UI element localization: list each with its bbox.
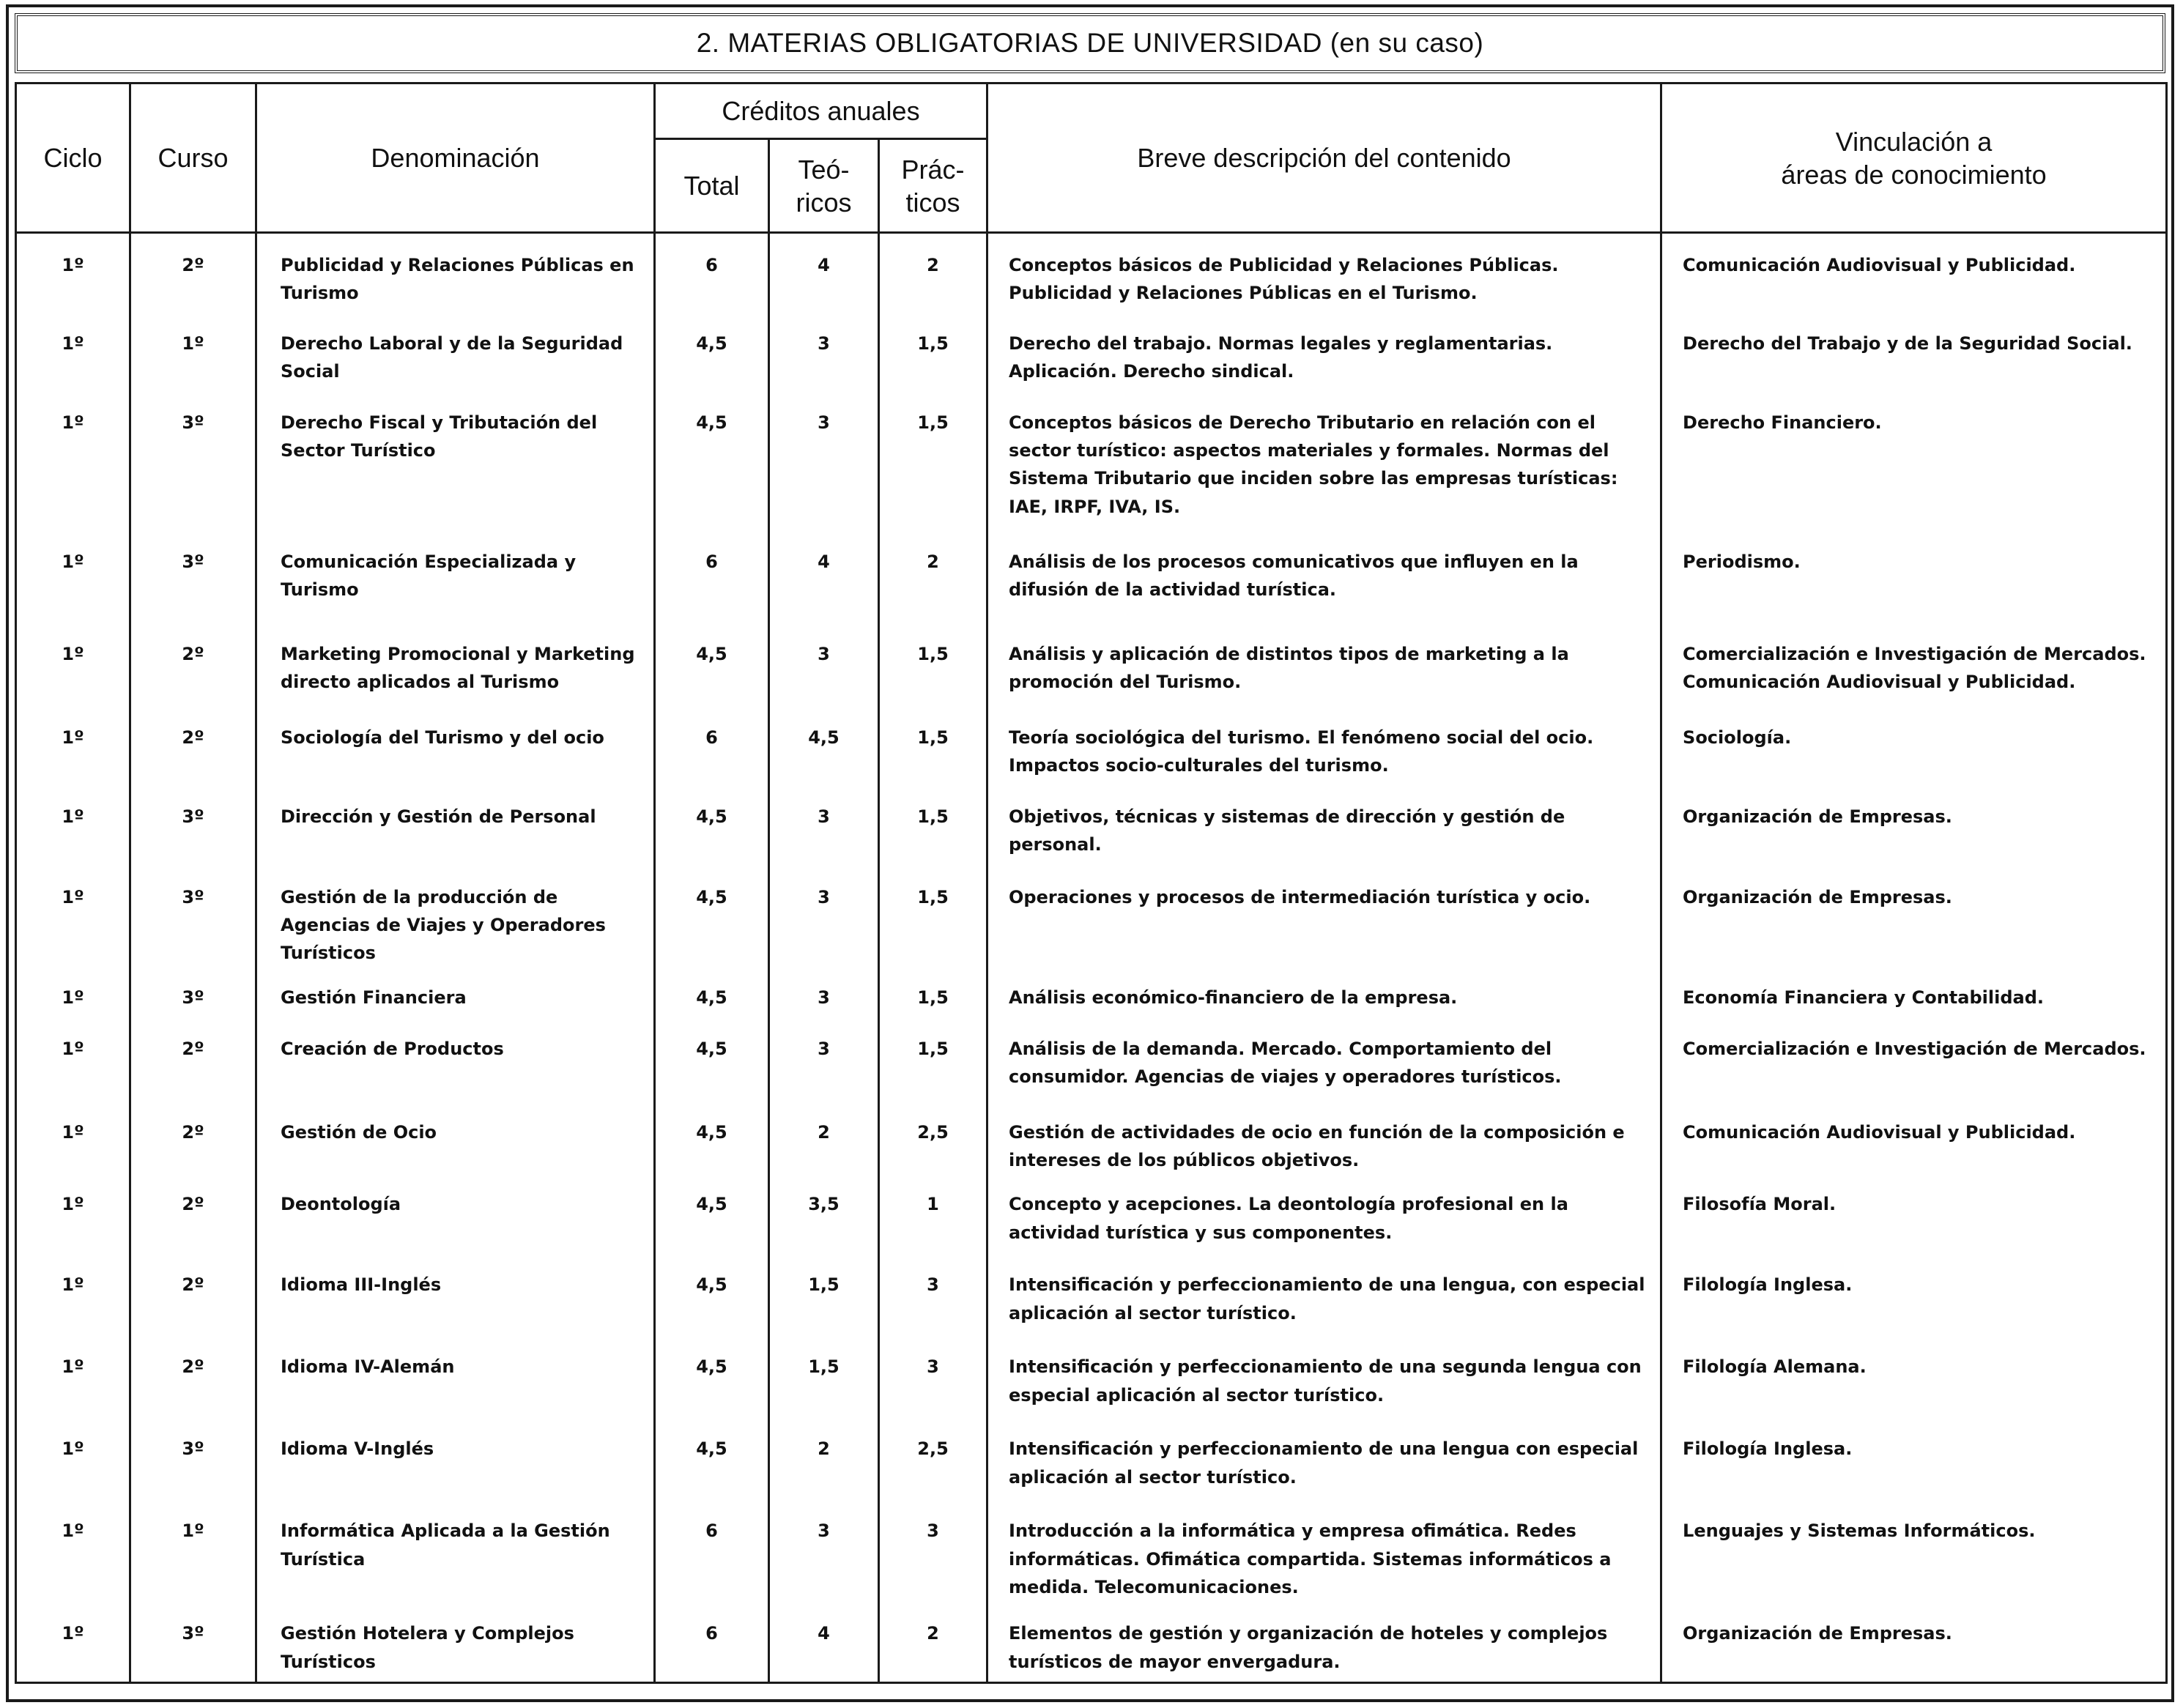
cell-total: 6	[655, 538, 769, 630]
cell-ciclo: 1º	[16, 1108, 130, 1181]
cell-ciclo: 1º	[16, 319, 130, 398]
cell-curso: 3º	[130, 538, 256, 630]
cell-descripcion: Conceptos básicos de Publicidad y Relaciones Públicas. Publicidad y Relaciones Públicas en el Turismo.	[987, 233, 1661, 319]
cell-curso: 3º	[130, 398, 256, 538]
cell-ciclo: 1º	[16, 1609, 130, 1682]
cell-denominacion: Comunicación Especializada y Turismo	[256, 538, 655, 630]
cell-practicos: 1	[879, 1180, 987, 1260]
cell-descripcion: Gestión de actividades de ocio en función de la composición e intereses de los públicos objetivos.	[987, 1108, 1661, 1181]
cell-total: 4,5	[655, 1180, 769, 1260]
cell-practicos: 2,5	[879, 1425, 987, 1507]
cell-curso: 2º	[130, 1180, 256, 1260]
cell-curso: 2º	[130, 1260, 256, 1343]
cell-practicos: 1,5	[879, 398, 987, 538]
cell-vinculacion: Organización de Empresas.	[1661, 1609, 2167, 1682]
cell-denominacion: Gestión de Ocio	[256, 1108, 655, 1181]
cell-denominacion: Idioma IV-Alemán	[256, 1343, 655, 1425]
cell-curso: 3º	[130, 792, 256, 873]
cell-ciclo: 1º	[16, 1260, 130, 1343]
cell-total: 6	[655, 713, 769, 792]
cell-denominacion: Publicidad y Relaciones Públicas en Turismo	[256, 233, 655, 319]
cell-teoricos: 3	[769, 973, 879, 1025]
cell-curso: 3º	[130, 1425, 256, 1507]
cell-vinculacion: Filología Inglesa.	[1661, 1425, 2167, 1507]
cell-descripcion: Análisis de los procesos comunicativos que influyen en la difusión de la actividad turística.	[987, 538, 1661, 630]
cell-ciclo: 1º	[16, 1180, 130, 1260]
cell-practicos: 1,5	[879, 873, 987, 973]
table-row	[16, 713, 2167, 792]
cell-practicos: 2,5	[879, 1108, 987, 1181]
cell-curso: 2º	[130, 1343, 256, 1425]
table-row	[16, 1343, 2167, 1425]
cell-practicos: 1,5	[879, 1025, 987, 1108]
cell-ciclo: 1º	[16, 538, 130, 630]
cell-total: 4,5	[655, 398, 769, 538]
cell-curso: 2º	[130, 630, 256, 713]
header-practicos: Prác- ticos	[879, 139, 987, 233]
cell-descripcion: Introducción a la informática y empresa ofimática. Redes informáticas. Ofimática compartida. Sistemas informáticos a medida. Telecomunicaciones.	[987, 1507, 1661, 1609]
cell-descripcion: Intensificación y perfeccionamiento de una lengua con especial aplicación al sector turístico.	[987, 1425, 1661, 1507]
cell-denominacion: Derecho Fiscal y Tributación del Sector Turístico	[256, 398, 655, 538]
cell-teoricos: 1,5	[769, 1343, 879, 1425]
header-curso: Curso	[130, 83, 256, 233]
cell-denominacion: Marketing Promocional y Marketing directo aplicados al Turismo	[256, 630, 655, 713]
header-ciclo: Ciclo	[16, 83, 130, 233]
cell-vinculacion: Sociología.	[1661, 713, 2167, 792]
cell-teoricos: 3	[769, 398, 879, 538]
cell-total: 6	[655, 233, 769, 319]
table-row	[16, 973, 2167, 1025]
table-row	[16, 873, 2167, 973]
cell-denominacion: Idioma III-Inglés	[256, 1260, 655, 1343]
cell-denominacion: Gestión de la producción de Agencias de Viajes y Operadores Turísticos	[256, 873, 655, 973]
table-header	[16, 83, 2167, 233]
cell-teoricos: 3	[769, 1025, 879, 1108]
cell-ciclo: 1º	[16, 233, 130, 319]
cell-descripcion: Derecho del trabajo. Normas legales y reglamentarias. Aplicación. Derecho sindical.	[987, 319, 1661, 398]
cell-total: 4,5	[655, 1108, 769, 1181]
cell-curso: 2º	[130, 713, 256, 792]
table-row	[16, 538, 2167, 630]
cell-total: 4,5	[655, 1025, 769, 1108]
cell-vinculacion: Filosofía Moral.	[1661, 1180, 2167, 1260]
cell-ciclo: 1º	[16, 1425, 130, 1507]
cell-descripcion: Análisis económico-financiero de la empresa.	[987, 973, 1661, 1025]
cell-teoricos: 4,5	[769, 713, 879, 792]
table-row	[16, 1609, 2167, 1682]
cell-total: 4,5	[655, 1260, 769, 1343]
cell-teoricos: 4	[769, 1609, 879, 1682]
cell-vinculacion: Derecho Financiero.	[1661, 398, 2167, 538]
cell-denominacion: Gestión Financiera	[256, 973, 655, 1025]
cell-vinculacion: Filología Alemana.	[1661, 1343, 2167, 1425]
cell-curso: 3º	[130, 1609, 256, 1682]
cell-descripcion: Operaciones y procesos de intermediación turística y ocio.	[987, 873, 1661, 973]
cell-teoricos: 3,5	[769, 1180, 879, 1260]
cell-vinculacion: Derecho del Trabajo y de la Seguridad Social.	[1661, 319, 2167, 398]
cell-teoricos: 3	[769, 1507, 879, 1609]
cell-descripcion: Teoría sociológica del turismo. El fenómeno social del ocio. Impactos socio-culturales del turismo.	[987, 713, 1661, 792]
cell-teoricos: 3	[769, 319, 879, 398]
cell-practicos: 1,5	[879, 319, 987, 398]
cell-ciclo: 1º	[16, 1507, 130, 1609]
cell-vinculacion: Comunicación Audiovisual y Publicidad.	[1661, 233, 2167, 319]
cell-total: 4,5	[655, 873, 769, 973]
cell-ciclo: 1º	[16, 1343, 130, 1425]
cell-practicos: 2	[879, 1609, 987, 1682]
cell-vinculacion: Organización de Empresas.	[1661, 792, 2167, 873]
page-title: 2. MATERIAS OBLIGATORIAS DE UNIVERSIDAD (en su caso)	[15, 13, 2165, 73]
table-row	[16, 1425, 2167, 1507]
cell-teoricos: 3	[769, 630, 879, 713]
cell-vinculacion: Periodismo.	[1661, 538, 2167, 630]
cell-teoricos: 3	[769, 873, 879, 973]
cell-curso: 2º	[130, 233, 256, 319]
cell-practicos: 3	[879, 1343, 987, 1425]
table-row	[16, 1260, 2167, 1343]
cell-vinculacion: Economía Financiera y Contabilidad.	[1661, 973, 2167, 1025]
header-vinculacion: Vinculación a áreas de conocimiento	[1661, 83, 2167, 233]
table-body	[16, 233, 2167, 1683]
header-descripcion: Breve descripción del contenido	[987, 83, 1661, 233]
cell-total: 4,5	[655, 792, 769, 873]
table-row	[16, 1108, 2167, 1181]
table-row	[16, 319, 2167, 398]
cell-ciclo: 1º	[16, 713, 130, 792]
cell-vinculacion: Comercialización e Investigación de Mercados. Comunicación Audiovisual y Publicidad.	[1661, 630, 2167, 713]
cell-descripcion: Objetivos, técnicas y sistemas de dirección y gestión de personal.	[987, 792, 1661, 873]
cell-teoricos: 4	[769, 538, 879, 630]
cell-descripcion: Elementos de gestión y organización de hoteles y complejos turísticos de mayor envergadura.	[987, 1609, 1661, 1682]
cell-descripcion: Intensificación y perfeccionamiento de una segunda lengua con especial aplicación al sector turístico.	[987, 1343, 1661, 1425]
cell-teoricos: 4	[769, 233, 879, 319]
cell-ciclo: 1º	[16, 973, 130, 1025]
cell-descripcion: Análisis y aplicación de distintos tipos de marketing a la promoción del Turismo.	[987, 630, 1661, 713]
cell-total: 4,5	[655, 319, 769, 398]
cell-practicos: 1,5	[879, 792, 987, 873]
cell-denominacion: Derecho Laboral y de la Seguridad Social	[256, 319, 655, 398]
cell-teoricos: 2	[769, 1425, 879, 1507]
cell-practicos: 1,5	[879, 973, 987, 1025]
cell-descripcion: Concepto y acepciones. La deontología profesional en la actividad turística y sus componentes.	[987, 1180, 1661, 1260]
cell-denominacion: Gestión Hotelera y Complejos Turísticos	[256, 1609, 655, 1682]
cell-vinculacion: Comunicación Audiovisual y Publicidad.	[1661, 1108, 2167, 1181]
cell-ciclo: 1º	[16, 630, 130, 713]
cell-curso: 1º	[130, 1507, 256, 1609]
cell-curso: 3º	[130, 873, 256, 973]
cell-total: 6	[655, 1609, 769, 1682]
cell-ciclo: 1º	[16, 1025, 130, 1108]
cell-practicos: 3	[879, 1260, 987, 1343]
header-total: Total	[655, 139, 769, 233]
cell-ciclo: 1º	[16, 873, 130, 973]
cell-vinculacion: Organización de Empresas.	[1661, 873, 2167, 973]
cell-practicos: 1,5	[879, 630, 987, 713]
table-row	[16, 1507, 2167, 1609]
cell-teoricos: 3	[769, 792, 879, 873]
cell-vinculacion: Comercialización e Investigación de Mercados.	[1661, 1025, 2167, 1108]
cell-ciclo: 1º	[16, 398, 130, 538]
table-row	[16, 398, 2167, 538]
cell-denominacion: Informática Aplicada a la Gestión Turística	[256, 1507, 655, 1609]
cell-denominacion: Sociología del Turismo y del ocio	[256, 713, 655, 792]
cell-teoricos: 2	[769, 1108, 879, 1181]
cell-ciclo: 1º	[16, 792, 130, 873]
cell-practicos: 2	[879, 233, 987, 319]
cell-denominacion: Deontología	[256, 1180, 655, 1260]
table-row	[16, 792, 2167, 873]
cell-curso: 2º	[130, 1108, 256, 1181]
table-row	[16, 630, 2167, 713]
cell-denominacion: Dirección y Gestión de Personal	[256, 792, 655, 873]
cell-total: 4,5	[655, 1425, 769, 1507]
header-creditos-anuales: Créditos anuales	[655, 83, 987, 139]
cell-total: 4,5	[655, 630, 769, 713]
cell-curso: 1º	[130, 319, 256, 398]
cell-total: 6	[655, 1507, 769, 1609]
header-denominacion: Denominación	[256, 83, 655, 233]
cell-teoricos: 1,5	[769, 1260, 879, 1343]
cell-descripcion: Intensificación y perfeccionamiento de una lengua, con especial aplicación al sector turístico.	[987, 1260, 1661, 1343]
cell-total: 4,5	[655, 973, 769, 1025]
cell-vinculacion: Filología Inglesa.	[1661, 1260, 2167, 1343]
cell-descripcion: Análisis de la demanda. Mercado. Comportamiento del consumidor. Agencias de viajes y operadores turísticos.	[987, 1025, 1661, 1108]
cell-practicos: 3	[879, 1507, 987, 1609]
document-page	[6, 4, 2174, 1702]
cell-curso: 3º	[130, 973, 256, 1025]
cell-practicos: 2	[879, 538, 987, 630]
cell-vinculacion: Lenguajes y Sistemas Informáticos.	[1661, 1507, 2167, 1609]
table-row	[16, 1025, 2167, 1108]
cell-descripcion: Conceptos básicos de Derecho Tributario en relación con el sector turístico: aspectos materiales y formales. Normas del Sistema Tributario que inciden sobre las empresas turísticas: IAE, IRPF, IVA, IS.	[987, 398, 1661, 538]
cell-practicos: 1,5	[879, 713, 987, 792]
materias-table	[15, 82, 2168, 1684]
table-row	[16, 233, 2167, 319]
cell-curso: 2º	[130, 1025, 256, 1108]
header-teoricos: Teó- ricos	[769, 139, 879, 233]
table-row	[16, 1180, 2167, 1260]
cell-total: 4,5	[655, 1343, 769, 1425]
cell-denominacion: Creación de Productos	[256, 1025, 655, 1108]
cell-denominacion: Idioma V-Inglés	[256, 1425, 655, 1507]
